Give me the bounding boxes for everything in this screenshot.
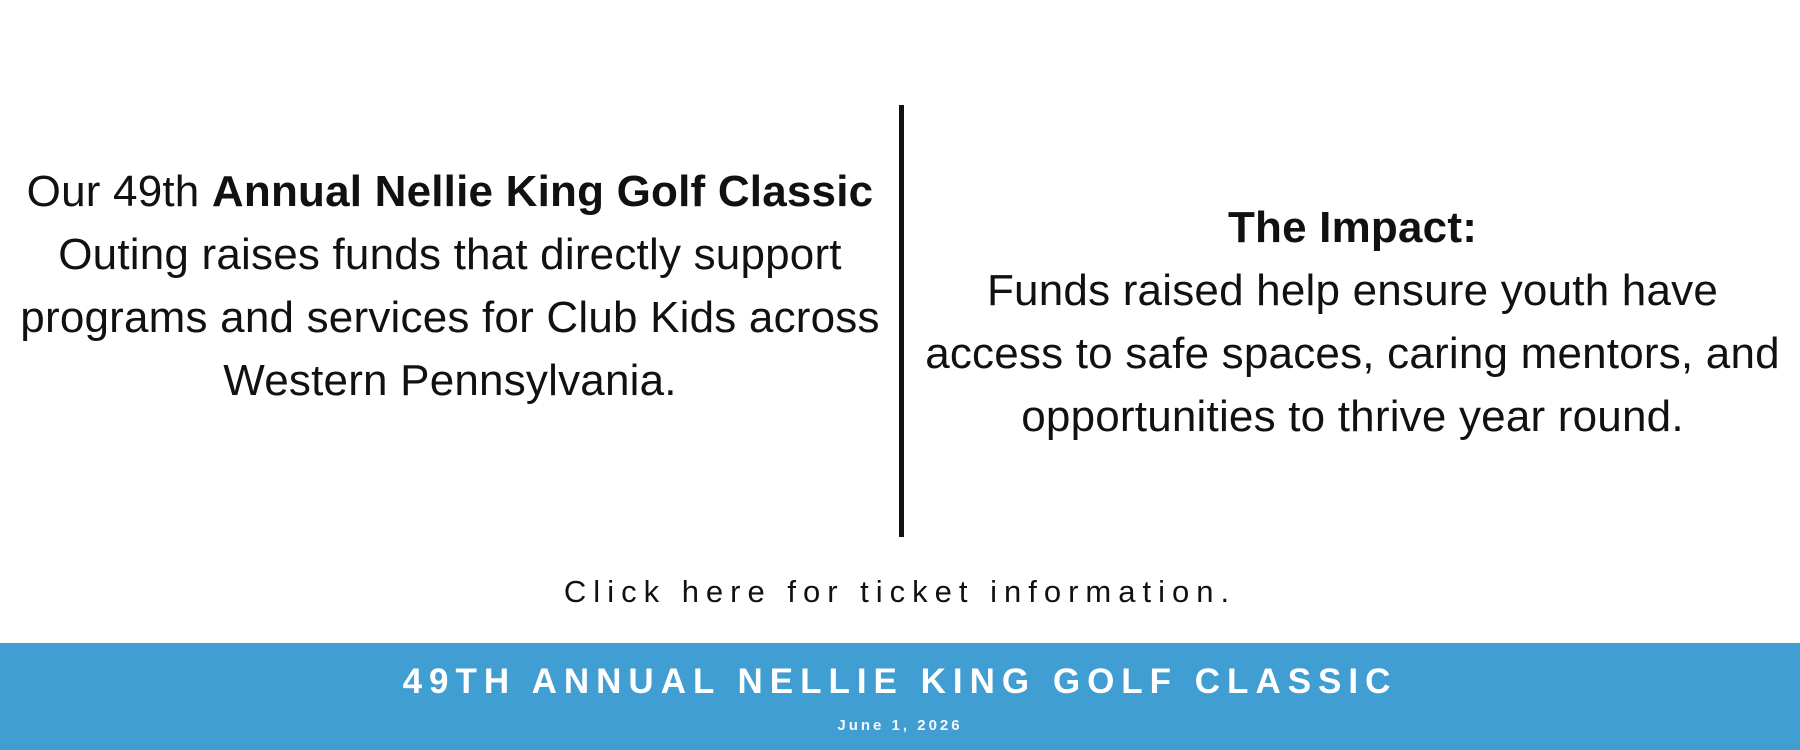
event-description-segment: Our 49th [26, 167, 212, 216]
event-banner [0, 643, 1800, 750]
ticket-link-row [0, 572, 1800, 612]
impact-heading: The Impact: [1227, 203, 1478, 252]
banner-title: 49TH ANNUAL NELLIE KING GOLF CLASSIC [402, 662, 1398, 701]
event-description-segment-bold: Annual Nellie King Golf Classic [211, 167, 874, 216]
banner-date: June 1, 2026 [837, 717, 963, 734]
ticket-info-link[interactable]: Click here for ticket information. [563, 574, 1237, 609]
impact-text: Funds raised help ensure youth have access to safe spaces, caring mentors, and opportunities to thrive year round. [925, 266, 1780, 441]
impact-section [915, 196, 1790, 448]
event-description-segment: Outing raises funds that directly support programs and services for Club Kids across Western Pennsylvania. [20, 230, 880, 405]
event-description [10, 160, 890, 412]
vertical-divider [899, 105, 904, 537]
